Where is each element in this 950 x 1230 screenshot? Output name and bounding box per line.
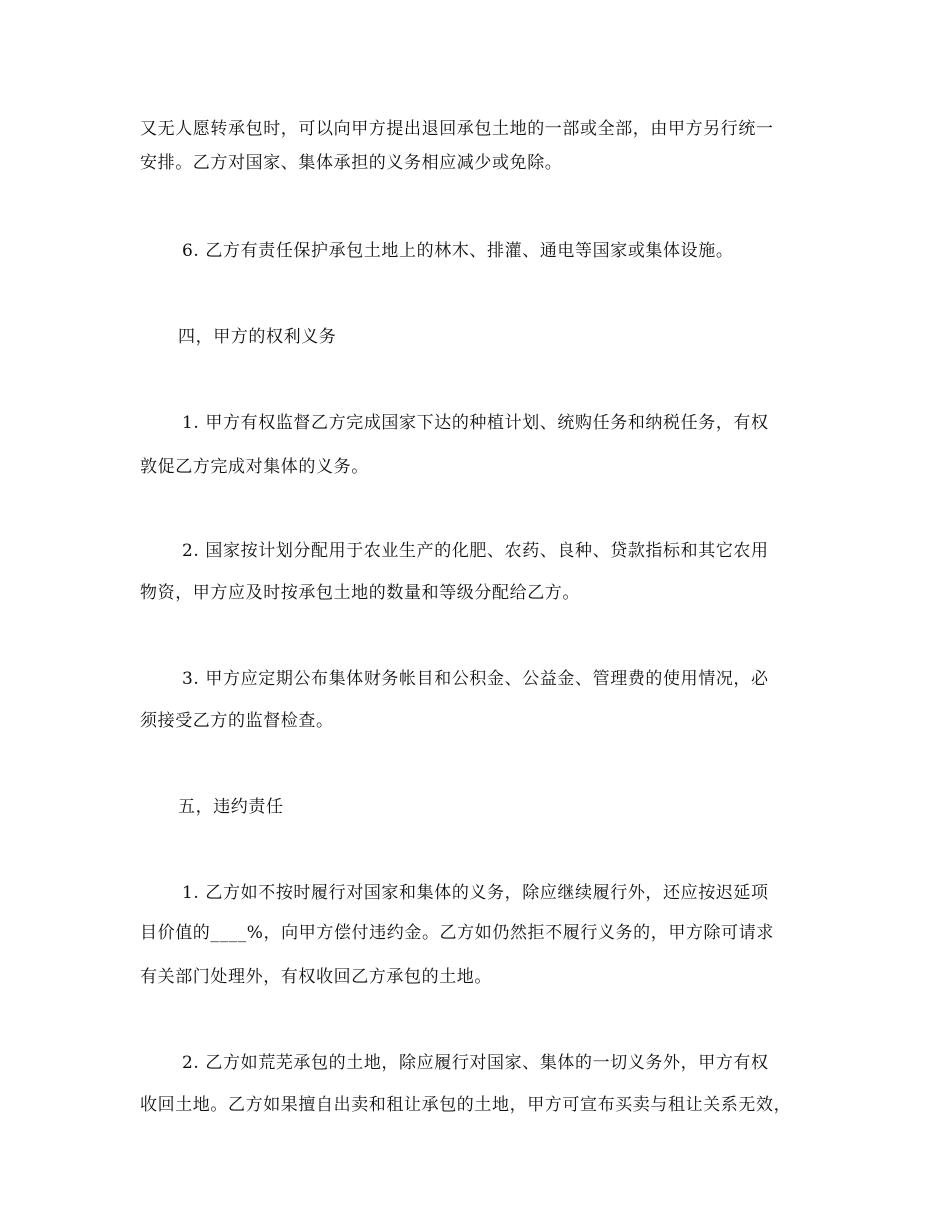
clause-item-1: 1. 乙方如不按时履行对国家和集体的义务，除应继续履行外，还应按迟延项 [182, 883, 769, 903]
clause-item-2: 2. 乙方如荒芜承包的土地，除应履行对国家、集体的一切义务外，甲方有权 [182, 1053, 769, 1073]
clause-item-3: 3. 甲方应定期公布集体财务帐目和公积金、公益金、管理费的使用情况，必 [182, 669, 769, 689]
body-text-line: 有关部门处理外，有权收回乙方承包的土地。 [140, 967, 492, 987]
body-text-line: 又无人愿转承包时，可以向甲方提出退回承包土地的一部或全部，由甲方另行统一 [140, 119, 774, 139]
body-text-line: 收回土地。乙方如果擅自出卖和租让承包的土地，甲方可宣布买卖与租让关系无效， [140, 1095, 792, 1115]
clause-item-2: 2. 国家按计划分配用于农业生产的化肥、农药、良种、贷款指标和其它农用 [182, 541, 769, 561]
clause-item-1: 1. 甲方有权监督乙方完成国家下达的种植计划、统购任务和纳税任务，有权 [182, 413, 769, 433]
body-text-line: 敦促乙方完成对集体的义务。 [140, 457, 369, 477]
body-text-line: 须接受乙方的监督检查。 [140, 711, 334, 731]
body-text-line: 安排。乙方对国家、集体承担的义务相应减少或免除。 [140, 153, 563, 173]
body-text-line: 目价值的____%，向甲方偿付违约金。乙方如仍然拒不履行义务的，甲方除可请求 [140, 923, 774, 943]
clause-item-6: 6. 乙方有责任保护承包土地上的林木、排灌、通电等国家或集体设施。 [182, 241, 734, 261]
section-heading-4: 四，甲方的权利义务 [178, 327, 337, 347]
body-text-line: 物资，甲方应及时按承包土地的数量和等级分配给乙方。 [140, 583, 580, 603]
section-heading-5: 五，违约责任 [178, 797, 284, 817]
